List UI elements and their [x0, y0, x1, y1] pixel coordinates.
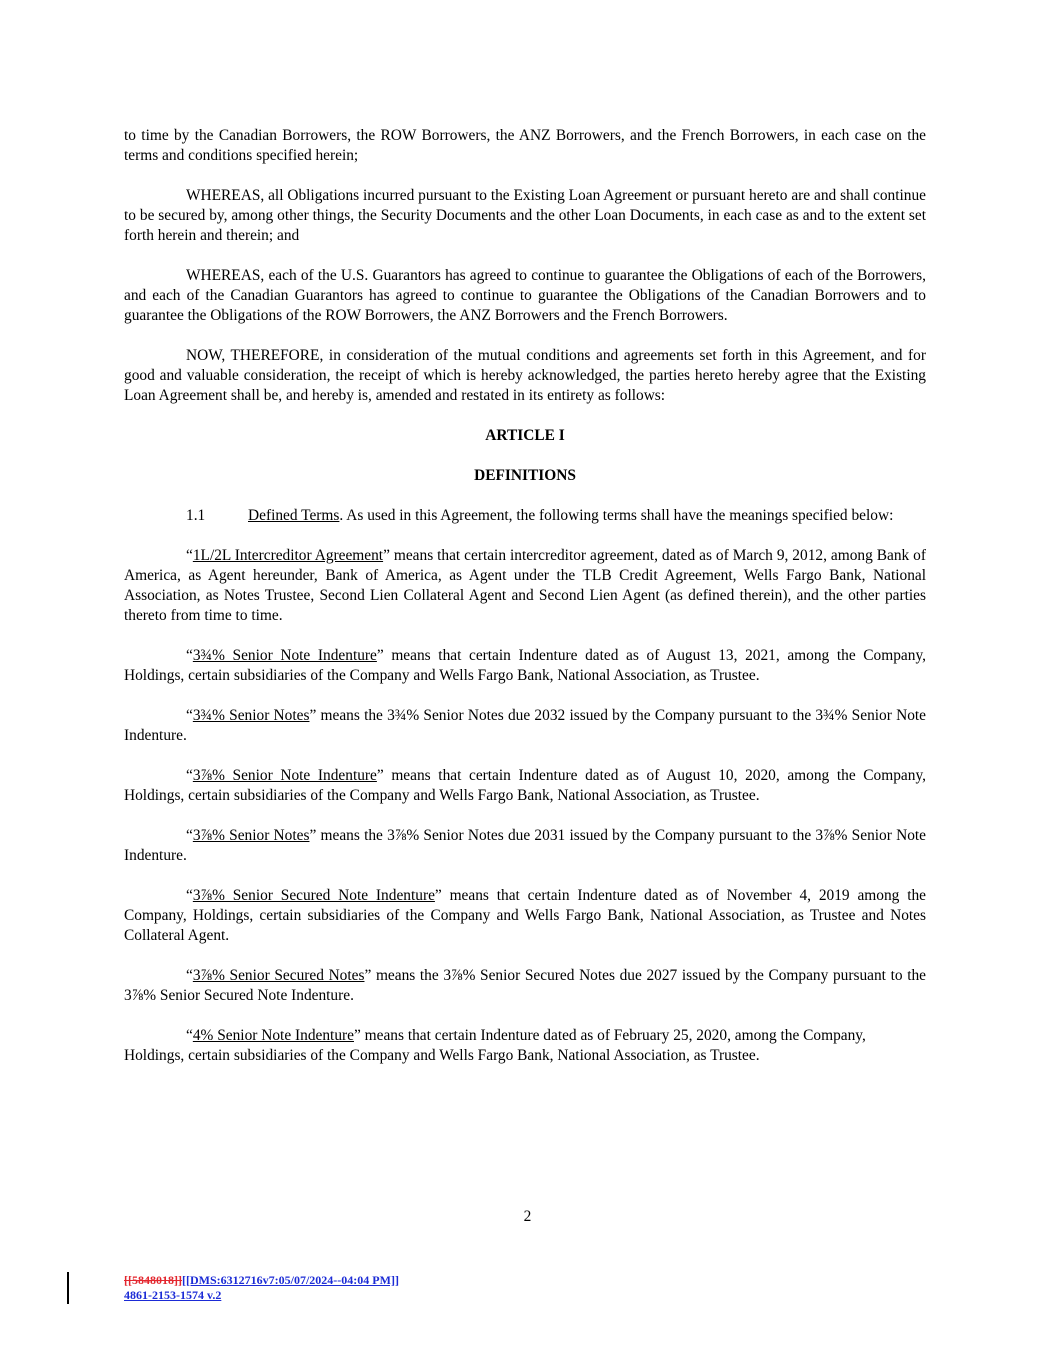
defined-term: 1L/2L Intercreditor Agreement [192, 547, 384, 564]
paragraph-continuation: to time by the Canadian Borrowers, the ROW Borrowers, the ANZ Borrowers, and the French Borrowers, in each case on the terms and conditions specified herein; [124, 127, 926, 164]
definition-text: ” means the 3⅞% Senior Secured Notes due 2027 issued by the Company pursuant to the 3⅞% Senior Secured Note Indenture. [124, 967, 927, 1004]
definition-item: “3⅞% Senior Notes” means the 3⅞% Senior Notes due 2031 issued by the Company pursuant to the 3⅞% Senior Note Indenture. [124, 827, 927, 864]
definition-item: “3⅞% Senior Secured Notes” means the 3⅞% Senior Secured Notes due 2027 issued by the Company pursuant to the 3⅞% Senior Secured Note Indenture. [124, 967, 927, 1004]
defined-term: 4% Senior Note Indenture [192, 1027, 354, 1044]
definition-text: ” means the 3⅞% Senior Notes due 2031 issued by the Company pursuant to the 3⅞% Senior Note Indenture. [124, 827, 927, 864]
defined-term: 3⅞% Senior Secured Notes [192, 967, 365, 984]
deleted-doc-id: [[5848018]] [124, 1273, 182, 1287]
change-bar [67, 1272, 69, 1304]
section-text: . As used in this Agreement, the following terms shall have the meanings specified below: [339, 507, 894, 524]
definition-text: ” means that certain Indenture dated as of November 4, 2019 among the Company, Holdings, certain subsidiaries of the Company and Wells Fargo Bank, National Association, as Trustee and Notes Collateral Agent. [124, 887, 926, 944]
whereas-guarantee-paragraph: WHEREAS, each of the U.S. Guarantors has agreed to continue to guarantee the Obligations of each of the Borrowers, and each of the Canadian Guarantors has agreed to continue to guarantee the Obligations of the Canadian Borrowers and to guarantee the Obligations of the ROW Borrowers, the ANZ Borrowers and the French Borrowers. [124, 267, 926, 324]
defined-term: 3⅞% Senior Notes [192, 827, 310, 844]
document-footer [124, 1273, 399, 1303]
defined-term: 3⅞% Senior Note Indenture [192, 767, 377, 784]
section-number: 1.1 [186, 507, 206, 524]
definition-item: “3⅞% Senior Note Indenture” means that certain Indenture dated as of August 10, 2020, among the Company, Holdings, certain subsidiaries of the Company and Wells Fargo Bank, National Association, as Trustee. [124, 767, 926, 804]
definition-item: “4% Senior Note Indenture” means that certain Indenture dated as of February 25, 2020, among the Company, Holdings, certain subsidiaries of the Company and Wells Fargo Bank, National Association, as Trustee. [124, 1027, 866, 1064]
inserted-doc-id: [[DMS:6312716v7:05/07/2024--04:04 PM]] [181, 1273, 399, 1287]
definition-text: ” means that certain intercreditor agreement, dated as of March 9, 2012, among Bank of America, as Agent hereunder, Bank of America, as Agent under the TLB Credit Agreement, Wells Fargo Bank, National Association, as Notes Trustee, Second Lien Collateral Agent and Second Lien Agent (as defined therein), and the other parties thereto from time to time. [124, 547, 926, 624]
definition-text: ” means the 3¾% Senior Notes due 2032 issued by the Company pursuant to the 3¾% Senior Note Indenture. [124, 707, 927, 744]
now-therefore-paragraph: NOW, THEREFORE, in consideration of the mutual conditions and agreements set forth in this Agreement, and for good and valuable consideration, the receipt of which is hereby acknowledged, the parties hereto hereby agree that the Existing Loan Agreement shall be, and hereby is, amended and restated in its entirety as follows: [124, 347, 926, 404]
article-heading: ARTICLE I [485, 427, 565, 444]
doc-number: 4861-2153-1574 v.2 [124, 1288, 222, 1302]
defined-term: 3¾% Senior Notes [192, 707, 310, 724]
section-title: Defined Terms [248, 507, 340, 524]
document-body [124, 126, 926, 1086]
section-1-1 [124, 506, 926, 526]
definition-item: “1L/2L Intercreditor Agreement” means that certain intercreditor agreement, dated as of March 9, 2012, among Bank of America, as Agent hereunder, Bank of America, as Agent under the TLB Credit Agreement, Wells Fargo Bank, National Association, as Notes Trustee, Second Lien Collateral Agent and Second Lien Agent (as defined therein), and the other parties thereto from time to time. [124, 547, 926, 624]
definition-text: ” means that certain Indenture dated as of August 10, 2020, among the Company, Holdings, certain subsidiaries of the Company and Wells Fargo Bank, National Association, as Trustee. [124, 767, 926, 804]
definition-item: “3⅞% Senior Secured Note Indenture” means that certain Indenture dated as of November 4, 2019 among the Company, Holdings, certain subsidiaries of the Company and Wells Fargo Bank, National Association, as Trustee and Notes Collateral Agent. [124, 887, 926, 944]
definition-item: “3¾% Senior Note Indenture” means that certain Indenture dated as of August 13, 2021, among the Company, Holdings, certain subsidiaries of the Company and Wells Fargo Bank, National Association, as Trustee. [124, 647, 926, 684]
whereas-security-paragraph: WHEREAS, all Obligations incurred pursuant to the Existing Loan Agreement or pursuant hereto are and shall continue to be secured by, among other things, the Security Documents and the other Loan Documents, in each case as and to the extent set forth herein and therein; and [124, 187, 926, 244]
defined-term: 3¾% Senior Note Indenture [192, 647, 377, 664]
definition-text: ” means that certain Indenture dated as of February 25, 2020, among the Company, Holdings, certain subsidiaries of the Company and Wells Fargo Bank, National Association, as Trustee. [124, 1027, 866, 1064]
definition-item: “3¾% Senior Notes” means the 3¾% Senior Notes due 2032 issued by the Company pursuant to the 3¾% Senior Note Indenture. [124, 707, 927, 744]
defined-term: 3⅞% Senior Secured Note Indenture [192, 887, 435, 904]
definition-text: ” means that certain Indenture dated as of August 13, 2021, among the Company, Holdings, certain subsidiaries of the Company and Wells Fargo Bank, National Association, as Trustee. [124, 647, 926, 684]
page-number: 2 [523, 1208, 532, 1225]
article-subheading: DEFINITIONS [474, 467, 576, 484]
